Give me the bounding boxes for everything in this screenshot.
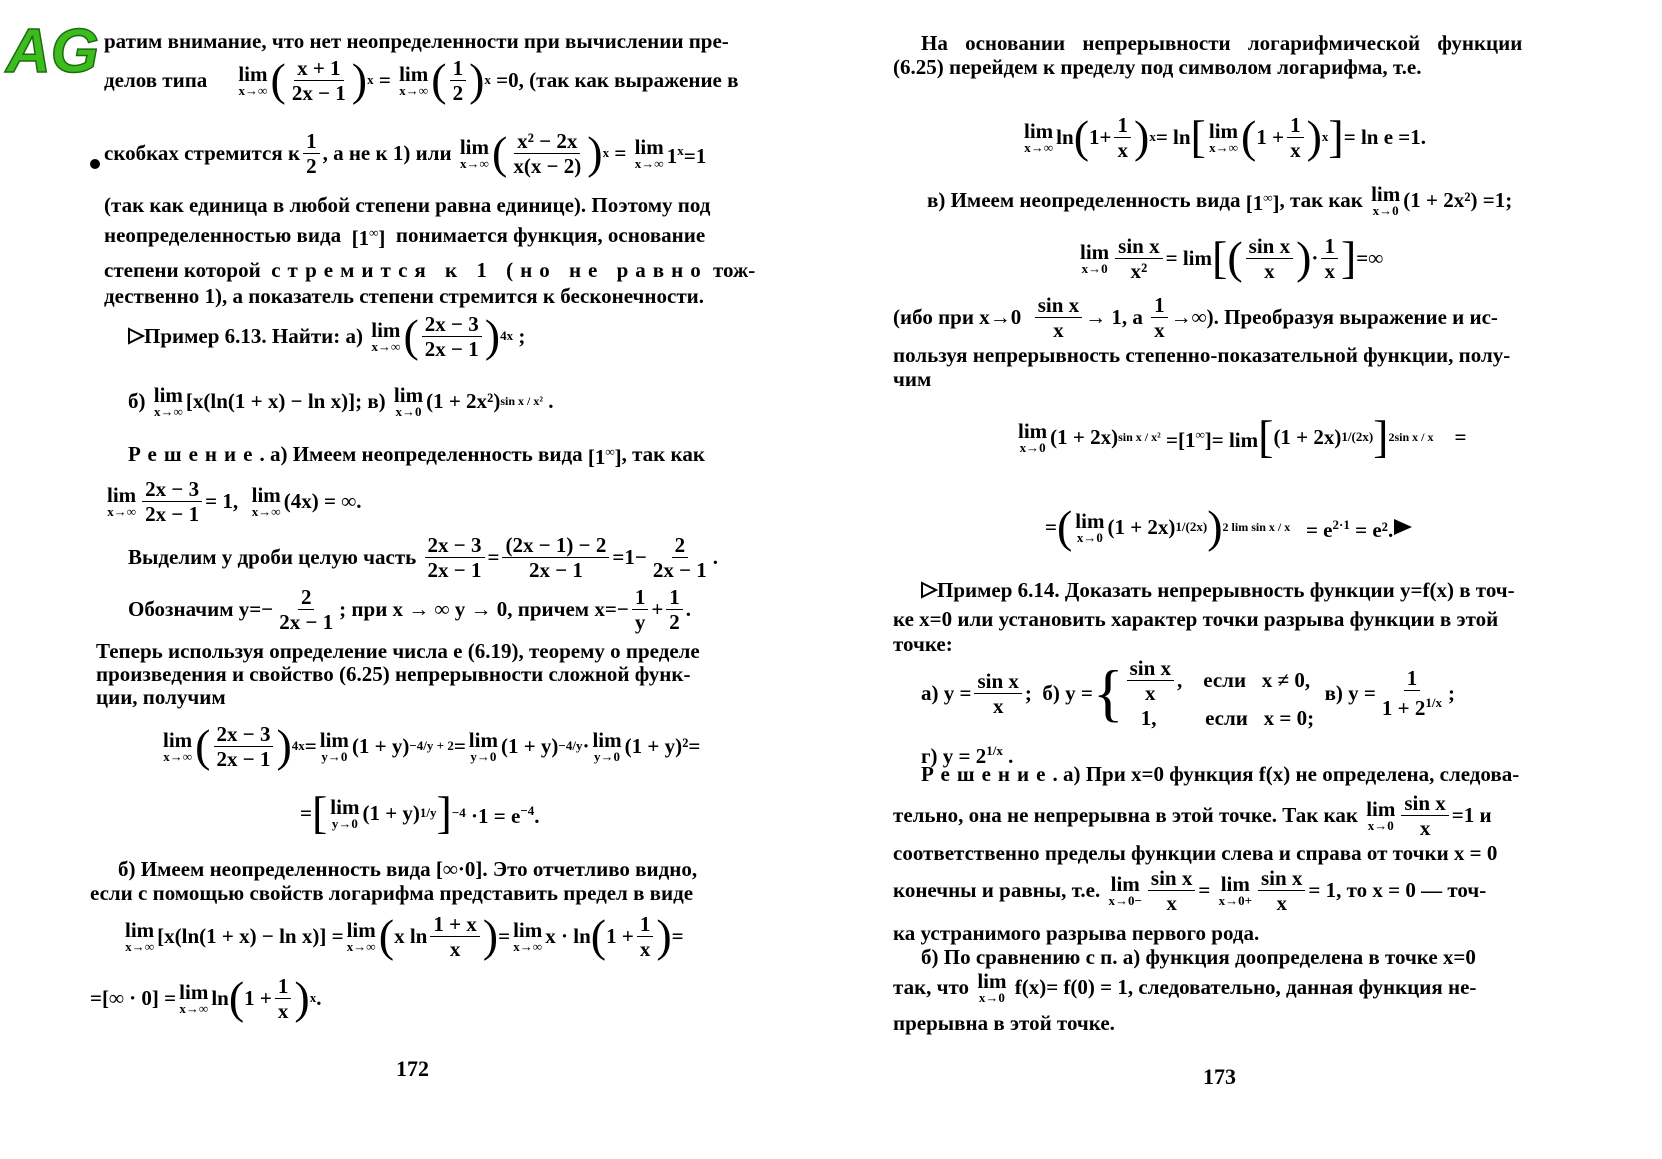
text-fragment: так, что: [893, 975, 970, 999]
text-line: (так как единица в любой степени равна единице). Поэтому под: [104, 193, 711, 217]
text-fragment: ; при x → ∞ y → 0, причем: [339, 597, 590, 621]
text-fragment: (ибо при x→0: [893, 305, 1022, 329]
lim-operator: lim x→∞: [634, 134, 664, 171]
text-line: неопределенностью вида [1∞] понимается функция, основание: [104, 223, 706, 250]
formula-line: lim x→0 (1 + 2x) sin x / x² =[1∞]= lim [ (1 + 2x) 1/(2x) ] 2sin x / x =: [1018, 411, 1467, 462]
text-line: прерывна в этой точке.: [893, 1011, 1115, 1035]
formula-line: = ( lim x→0 (1 + 2x) 1/(2x) ) 2 lim sin x / x = $e^{2\cdot 1} = e^2$.: [1045, 494, 1413, 560]
text-fragment: Обозначим: [128, 597, 234, 621]
example-label: Пример 6.14.: [937, 578, 1060, 602]
text-line: пользуя непрерывность степенно-показательной функции, полу-: [893, 343, 1511, 367]
fraction: $\frac{\text{sin x}}{x}$: [1148, 866, 1195, 915]
text-fragment: x ≠ 0,: [1261, 668, 1311, 692]
text-fragment: , а не к 1) или: [322, 141, 452, 165]
lim-operator: lim x→0: [1371, 181, 1401, 218]
fraction: $\frac{\text{sin x}}{x}$: [1401, 791, 1448, 840]
solution-word: Решение: [921, 762, 1053, 786]
text-line: произведения и свойство (6.25) непрерывности сложной функ-: [96, 662, 691, 686]
formula-line: lim x→∞ [x(ln(1 + x) − ln x)] = lim x→∞ ( x ln 1 + x x ) = lim x→∞ x · ln ( 1 + $\frac{1}{x}$ ) =: [125, 910, 684, 961]
fraction: $\frac{1}{x}$: [1287, 113, 1304, 162]
fraction: $\frac{2}{2x - 1}$: [652, 532, 707, 582]
lim-operator: lim x→∞: [153, 382, 183, 419]
lim-operator: lim x→0−: [1108, 871, 1142, 908]
text-fragment: тож-: [713, 258, 756, 282]
fraction: 1 x: [1151, 293, 1168, 342]
text-line: ции, получим: [96, 685, 226, 709]
text-fragment: =0, (так как выражение в: [496, 68, 739, 92]
text-fragment: в) Имеем неопределенность вида: [927, 188, 1241, 212]
lim-operator: lim x→∞: [399, 61, 429, 98]
text-fragment: делов типа: [104, 68, 208, 92]
formula-line: lim x→0 $\frac{\text{sin x}}{\text{x²}}$ = lim [ ( sin x x ) · 1 x ] =∞: [1080, 232, 1384, 283]
example-6-14-line: [921, 576, 1515, 604]
text-fragment: x = 0;: [1263, 705, 1315, 730]
lim-operator: lim x→∞: [238, 61, 268, 98]
text-fragment: Доказать непрерывность функции y=f(x) в точ-: [1064, 578, 1515, 602]
fraction: $\frac{2x - 3}{2x - 1}$: [142, 477, 202, 526]
text-line: На основании непрерывности логарифмической функции: [921, 31, 1523, 55]
fraction: $\frac{1}{1 + 2^{1/x}}$: [1381, 666, 1442, 720]
formula-line: [893, 290, 1498, 344]
formula-line: конечны и равны, т.е. lim x→0− $\frac{\text{sin x}}{x}$ = lim x→0+ $\frac{\text{sin x}}{x}$ = 1, то x = 0 — точ-: [893, 865, 1487, 915]
fraction: 1 x: [1321, 234, 1338, 283]
triangle-open-icon: [921, 582, 937, 598]
fraction: x + 1 2x − 1: [291, 55, 346, 105]
text-fragment: →∞). Преобразуя выражение и ис-: [1170, 305, 1498, 329]
text-fragment: степени которой: [104, 258, 261, 282]
text-line: ратим внимание, что нет неопределенности при вычислении пре-: [104, 29, 729, 53]
lim-operator: lim x→∞: [1024, 118, 1054, 155]
lim-operator: lim x→0: [1075, 508, 1105, 545]
text-fragment: конечны и равны, т.е.: [893, 878, 1101, 902]
text-line: ка устранимого разрыва первого рода.: [893, 921, 1260, 945]
fraction: $\frac{\text{sin x}}{\text{x²}}$: [1115, 234, 1162, 283]
fraction: 1 2: [450, 56, 467, 105]
lim-operator: lim x→∞: [371, 317, 401, 354]
lim-operator: lim x→0: [393, 382, 424, 419]
formula-line: а) y = $\frac{\text{sin x}}{x}$ ; б) y = { sin x x , если x ≠ 0, 1, если x = 0; в) y = $\frac{1}{1 + 2^{1/x}}$ ;: [921, 655, 1455, 730]
formula-line: Обозначим y=− $\frac{2}{2x - 1}$ ; при x → ∞ y → 0, причем x=− $\frac{1}{y}$ + $\frac{1}{2}$ .: [128, 584, 692, 634]
fraction: $\frac{\text{sin x}}{x}$: [974, 669, 1021, 718]
text-fragment: ; в): [355, 389, 386, 413]
text-fragment: =1 и: [1451, 803, 1492, 827]
svg-text:AG: AG: [6, 17, 99, 86]
solution-word: Решение: [128, 442, 260, 466]
fraction: $\frac{1}{x}$: [275, 974, 292, 1023]
limit-example-line: скобках стремится к 1 2 , а не к 1) или lim x→∞ ( x² − 2x x(x − 2) ) x = lim x→∞ $1^x=1$: [104, 127, 707, 178]
text-fragment: Выделим у дроби целую часть: [128, 545, 417, 569]
lim-operator: lim y→0: [468, 727, 498, 764]
fraction: $\frac{1}{y}$: [632, 585, 649, 634]
text-fragment: б): [128, 389, 146, 413]
lim-operator: lim x→0: [1018, 418, 1048, 455]
lim-operator: lim x→∞: [513, 917, 543, 954]
fraction: 1 + x x: [430, 912, 479, 961]
fraction: $\frac{\text{sin x}}{x}$: [1258, 866, 1305, 915]
example-6-13-line: Пример 6.13. Найти: а) lim x→∞ ( 2x − 3 2x − 1 ) 4x ;: [128, 310, 525, 362]
text-fragment: Найти: а): [271, 324, 364, 348]
page-number: 173: [1203, 1064, 1236, 1089]
text-fragment: , так как: [621, 442, 705, 466]
text-line: если с помощью свойств логарифма представить предел в виде: [90, 881, 694, 905]
bullet-mark: [90, 159, 100, 169]
text-fragment: , так как: [1279, 188, 1363, 212]
page-number: 172: [396, 1056, 429, 1081]
lim-operator: lim x→∞: [107, 482, 137, 519]
example-6-13-parts: б) lim x→∞ [x(ln(1 + x) − ln x)] ; в) lim x→0 (1 + 2x²) sin x / x² .: [128, 382, 554, 419]
formula-line: lim x→∞ ln ( 1+ $\frac{1}{x}$ ) x = ln [ lim x→∞ ( 1 + $\frac{1}{x}$ ) x ] = ln e =1.: [1024, 111, 1427, 162]
lim-operator: lim x→∞: [1208, 118, 1239, 155]
fraction: 2x − 3 2x − 1: [422, 312, 482, 361]
fraction: $\frac{2}{2x - 1}$: [279, 584, 334, 634]
limit-example-line: делов типа lim x→∞ ( x + 1 2x − 1 ) x = lim x→∞ ( 1 2 ) x =0, (так как выражение в: [104, 54, 739, 105]
text-fragment: неопределенностью вида: [104, 223, 342, 247]
right-page: [831, 0, 1662, 1159]
lim-operator: lim y→0: [330, 794, 360, 831]
triangle-filled-icon: [1393, 518, 1413, 536]
text-fragment: скобках стремится к: [104, 141, 301, 165]
text-fragment: f(x)= f(0) = 1, следовательно, данная функция не-: [1014, 975, 1477, 999]
fraction: sin x x: [1035, 293, 1082, 342]
formula-line: Выделим у дроби целую часть $\frac{2x - 3}{2x - 1}$ = $\frac{(2x - 1) - 2}{2x - 1}$ =1− $\frac{2}{2x - 1}$ .: [128, 532, 719, 582]
lim-operator: lim x→0: [1366, 796, 1396, 833]
lim-operator: lim x→0: [1080, 239, 1110, 276]
lim-operator: lim x→∞: [163, 727, 193, 764]
formula-line: [893, 966, 1476, 1008]
solution-line: [921, 760, 1519, 788]
lim-operator: lim x→∞: [125, 917, 155, 954]
fraction: 2x − 3 2x − 1: [214, 722, 274, 771]
text-fragment: → 1, а: [1085, 305, 1143, 329]
text-line: ке x=0 или установить характер точки разрыва функции в этой: [893, 607, 1499, 631]
text-line: соответственно пределы функции слева и справа от точки x = 0: [893, 841, 1498, 865]
fraction: $\frac{1}{x}$: [1114, 113, 1131, 162]
text-fragment: если: [1203, 668, 1247, 692]
formula-line: = [ lim y→0 (1 + y) 1/y ] −4 $\cdot 1 = e^{-4}$.: [300, 787, 540, 838]
formula-line: lim x→∞ $\frac{2x - 3}{2x - 1}$ = 1, lim x→∞ (4x) = ∞.: [107, 476, 362, 526]
formula-line: в) Имеем неопределенность вида [1∞] , так как lim x→0 (1 + 2x²) =1;: [927, 181, 1513, 218]
formula-line: lim x→∞ ( 2x − 3 2x − 1 ) 4x = lim y→0 (1 + y) −4/y + 2 = lim y→0 (1 + y) −4/y · lim y→0 (1 + y)²=: [163, 720, 701, 771]
text-line: точке:: [893, 632, 953, 656]
lim-operator: lim x→∞: [346, 917, 376, 954]
text-fragment: если: [1205, 705, 1248, 730]
lim-operator: lim x→0: [977, 968, 1007, 1005]
lim-operator: lim x→0+: [1218, 871, 1252, 908]
text-line: г) $y = 2^{1/x}$ .: [921, 743, 1014, 768]
text-line: Теперь используя определение числа e (6.19), теорему о пределе: [96, 639, 700, 663]
fraction: $\frac{2x - 3}{2x - 1}$: [425, 533, 485, 582]
solution-line: Решение . а) Имеем неопределенность вида [1∞] , так как: [128, 442, 705, 469]
lim-operator: lim x→∞: [179, 979, 209, 1016]
fraction: 1 2: [303, 129, 320, 178]
text-line: дественно 1), а показатель степени стремится к бесконечности.: [104, 284, 704, 308]
triangle-open-icon: [128, 328, 144, 344]
text-line: (6.25) перейдем к пределу под символом логарифма, т.е.: [893, 55, 1422, 79]
text-fragment: . а) Имеем неопределенность вида: [259, 442, 583, 466]
text-fragment: понимается функция, основание: [395, 223, 706, 247]
text-fragment: тельно, она не непрерывна в этой точке. Так как: [893, 803, 1358, 827]
text-line: [104, 256, 755, 284]
example-label: Пример 6.13.: [144, 324, 267, 348]
lim-operator: lim y→0: [592, 727, 622, 764]
fraction: sin x x: [1246, 234, 1293, 283]
fraction: $\frac{(2x - 1) - 2}{2x - 1}$: [502, 533, 609, 582]
text-fragment: стремится к 1 (но не равно: [271, 258, 708, 282]
fraction: $\frac{1}{2}$: [666, 585, 683, 634]
fraction: x² − 2x x(x − 2): [513, 128, 582, 178]
text-line: б) По сравнению с п. а) функция доопределена в точке x=0: [921, 945, 1476, 969]
fraction: $\frac{1}{x}$: [637, 912, 654, 961]
text-fragment: = 1, то x = 0 — точ-: [1308, 878, 1487, 902]
formula-line: =[∞ · 0] = lim x→∞ ln ( 1 + $\frac{1}{x}$ ) x .: [90, 972, 322, 1023]
fraction: sin x x: [1127, 656, 1174, 705]
formula-line: [893, 788, 1492, 842]
text-fragment: . а) При x=0 функция f(x) не определена, следова-: [1052, 762, 1520, 786]
lim-operator: lim y→0: [319, 727, 349, 764]
text-line: б) Имеем неопределенность вида [∞·0]. Это отчетливо видно,: [118, 857, 698, 881]
lim-operator: lim x→∞: [251, 482, 281, 519]
lim-operator: lim x→∞: [459, 134, 489, 171]
text-line: чим: [893, 367, 932, 391]
